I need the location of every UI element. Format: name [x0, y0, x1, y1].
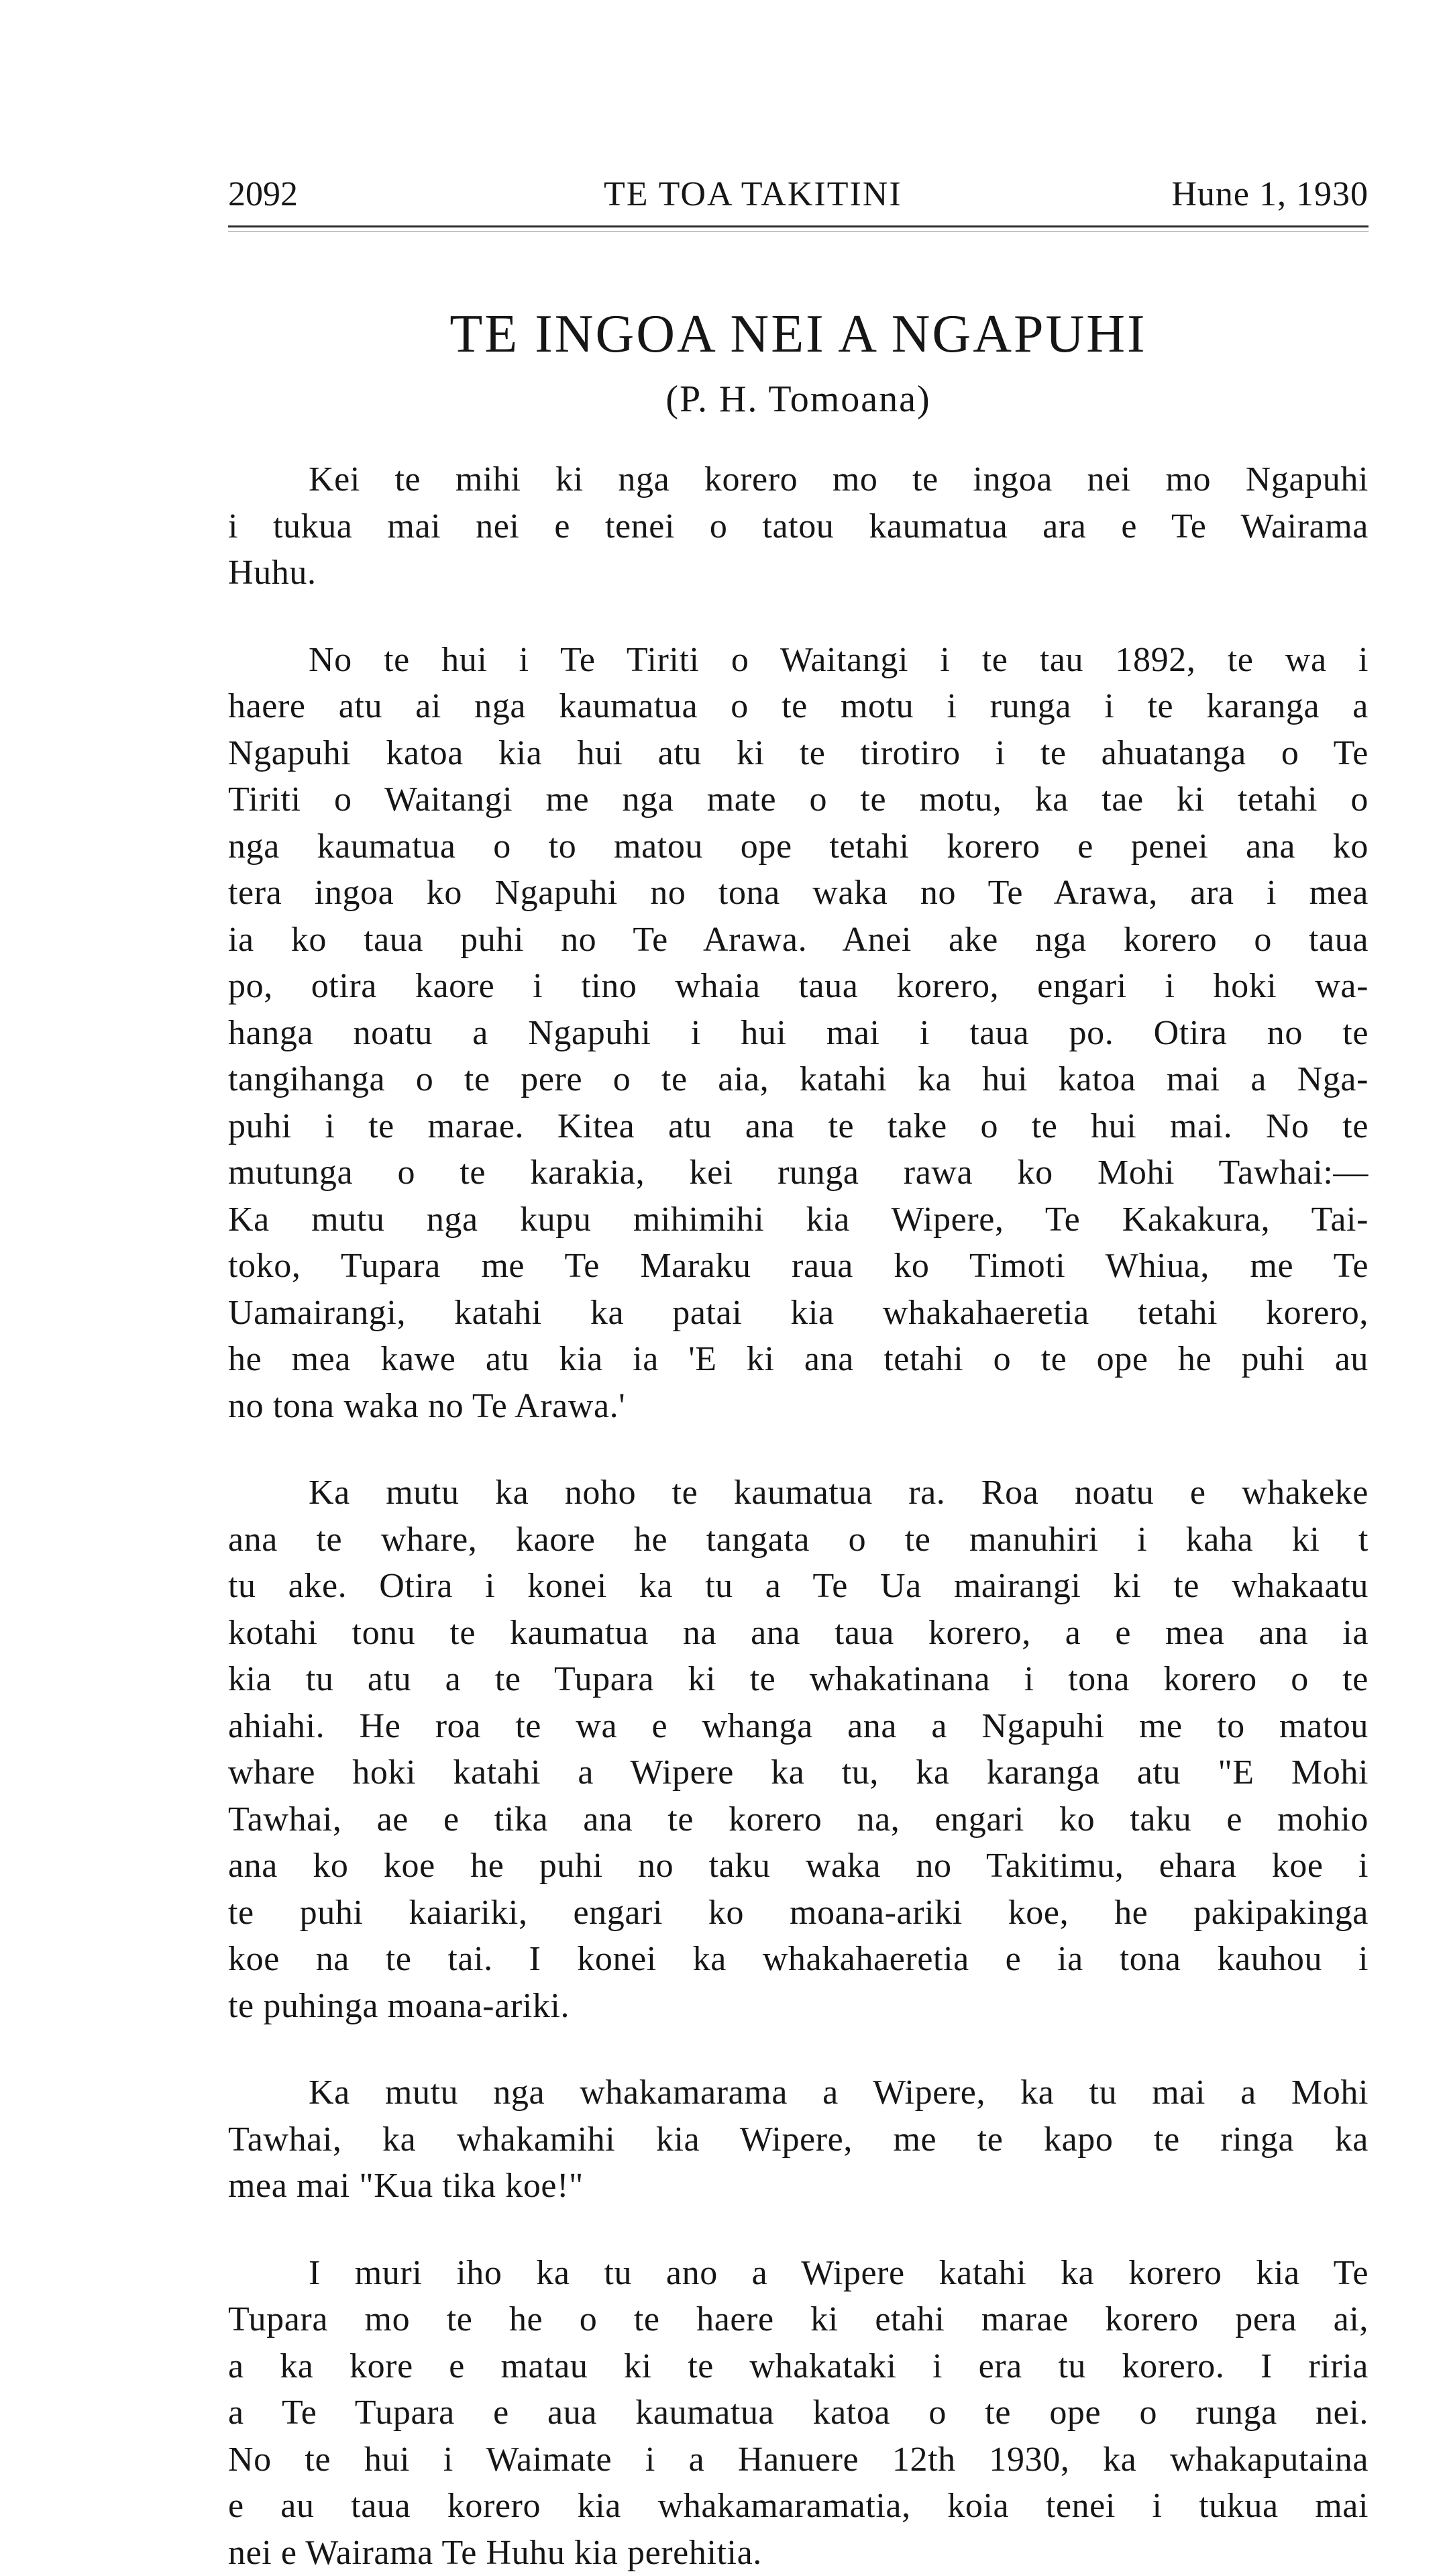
issue-date: Hune 1, 1930 — [1171, 173, 1369, 216]
text-line: kotahi tonu te kaumatua na ana taua korero, a e mea ana ia — [228, 1610, 1369, 1657]
text-line: nga kaumatua o to matou ope tetahi korero e penei ana ko — [228, 823, 1369, 870]
text-line: mutunga o te karakia, kei runga rawa ko Mohi Tawhai:— — [228, 1149, 1369, 1196]
journal-title: TE TOA TAKITINI — [604, 173, 902, 216]
text-line: I muri iho ka tu ano a Wipere katahi ka korero kia Te — [228, 2250, 1369, 2297]
text-line: kia tu atu a te Tupara ki te whakatinana i tona korero o te — [228, 1656, 1369, 1703]
text-line: Huhu. — [228, 550, 1369, 597]
text-line: he mea kawe atu kia ia 'E ki ana tetahi o te ope he puhi au — [228, 1336, 1369, 1383]
text-line: ahiahi. He roa te wa e whanga ana a Ngapuhi me to matou — [228, 1703, 1369, 1750]
text-line: Tupara mo te he o te haere ki etahi marae korero pera ai, — [228, 2296, 1369, 2343]
text-line: ia ko taua puhi no Te Arawa. Anei ake nga korero o taua — [228, 917, 1369, 964]
header-rule — [228, 225, 1369, 227]
text-line: puhi i te marae. Kitea atu ana te take o te hui mai. No te — [228, 1103, 1369, 1150]
paragraph-gap — [228, 2210, 1369, 2250]
running-header — [228, 173, 1369, 216]
text-line: Ngapuhi katoa kia hui atu ki te tirotiro i te ahuatanga o Te — [228, 730, 1369, 777]
paragraph-gap — [228, 597, 1369, 637]
article-title: TE INGOA NEI A NGAPUHI — [228, 302, 1369, 366]
text-line: whare hoki katahi a Wipere ka tu, ka karanga atu "E Mohi — [228, 1749, 1369, 1796]
text-line: Ka mutu ka noho te kaumatua ra. Roa noatu e whakeke — [228, 1470, 1369, 1516]
text-line: te puhinga moana-ariki. — [228, 1983, 1369, 2030]
page-number: 2092 — [228, 173, 298, 216]
text-line: no tona waka no Te Arawa.' — [228, 1383, 1369, 1430]
paragraph — [228, 637, 1369, 1430]
paragraph-gap — [228, 1429, 1369, 1470]
header-rule-thin — [228, 231, 1369, 232]
text-line: Uamairangi, katahi ka patai kia whakahaeretia tetahi korero, — [228, 1290, 1369, 1337]
text-line: haere atu ai nga kaumatua o te motu i runga i te karanga a — [228, 683, 1369, 730]
text-line: tu ake. Otira i konei ka tu a Te Ua mairangi ki te whakaatu — [228, 1563, 1369, 1610]
paragraph-gap — [228, 2029, 1369, 2069]
text-line: a ka kore e matau ki te whakataki i era tu korero. I riria — [228, 2343, 1369, 2390]
text-line: koe na te tai. I konei ka whakahaeretia e ia tona kauhou i — [228, 1936, 1369, 1983]
text-line: mea mai "Kua tika koe!" — [228, 2163, 1369, 2210]
text-line: No te hui i Te Tiriti o Waitangi i te tau 1892, te wa i — [228, 637, 1369, 684]
text-line: ana ko koe he puhi no taku waka no Takitimu, ehara koe i — [228, 1843, 1369, 1890]
text-line: No te hui i Waimate i a Hanuere 12th 1930, ka whakaputaina — [228, 2436, 1369, 2483]
text-line: Ka mutu nga kupu mihimihi kia Wipere, Te Kakakura, Tai- — [228, 1196, 1369, 1243]
text-line: nei e Wairama Te Huhu kia perehitia. — [228, 2530, 1369, 2576]
text-line: i tukua mai nei e tenei o tatou kaumatua ara e Te Wairama — [228, 503, 1369, 550]
paragraph — [228, 456, 1369, 597]
text-line: e au taua korero kia whakamaramatia, koia tenei i tukua mai — [228, 2483, 1369, 2530]
text-line: te puhi kaiariki, engari ko moana-ariki koe, he pakipakinga — [228, 1890, 1369, 1937]
text-line: a Te Tupara e aua kaumatua katoa o te ope o runga nei. — [228, 2389, 1369, 2436]
article-body — [228, 456, 1369, 2576]
paragraph — [228, 2069, 1369, 2210]
text-line: Tawhai, ae e tika ana te korero na, engari ko taku e mohio — [228, 1796, 1369, 1843]
text-line: Tawhai, ka whakamihi kia Wipere, me te kapo te ringa ka — [228, 2116, 1369, 2163]
text-line: hanga noatu a Ngapuhi i hui mai i taua po. Otira no te — [228, 1010, 1369, 1057]
text-line: ana te whare, kaore he tangata o te manuhiri i kaha ki t — [228, 1516, 1369, 1563]
text-line: po, otira kaore i tino whaia taua korero, engari i hoki wa- — [228, 963, 1369, 1010]
paragraph — [228, 2250, 1369, 2576]
text-line: Kei te mihi ki nga korero mo te ingoa nei mo Ngapuhi — [228, 456, 1369, 503]
article-author: (P. H. Tomoana) — [228, 376, 1369, 423]
text-line: Ka mutu nga whakamarama a Wipere, ka tu mai a Mohi — [228, 2069, 1369, 2116]
paragraph — [228, 1470, 1369, 2029]
text-line: Tiriti o Waitangi me nga mate o te motu, ka tae ki tetahi o — [228, 776, 1369, 823]
text-line: toko, Tupara me Te Maraku raua ko Timoti Whiua, me Te — [228, 1243, 1369, 1290]
text-line: tera ingoa ko Ngapuhi no tona waka no Te Arawa, ara i mea — [228, 870, 1369, 917]
text-line: tangihanga o te pere o te aia, katahi ka hui katoa mai a Nga- — [228, 1056, 1369, 1103]
